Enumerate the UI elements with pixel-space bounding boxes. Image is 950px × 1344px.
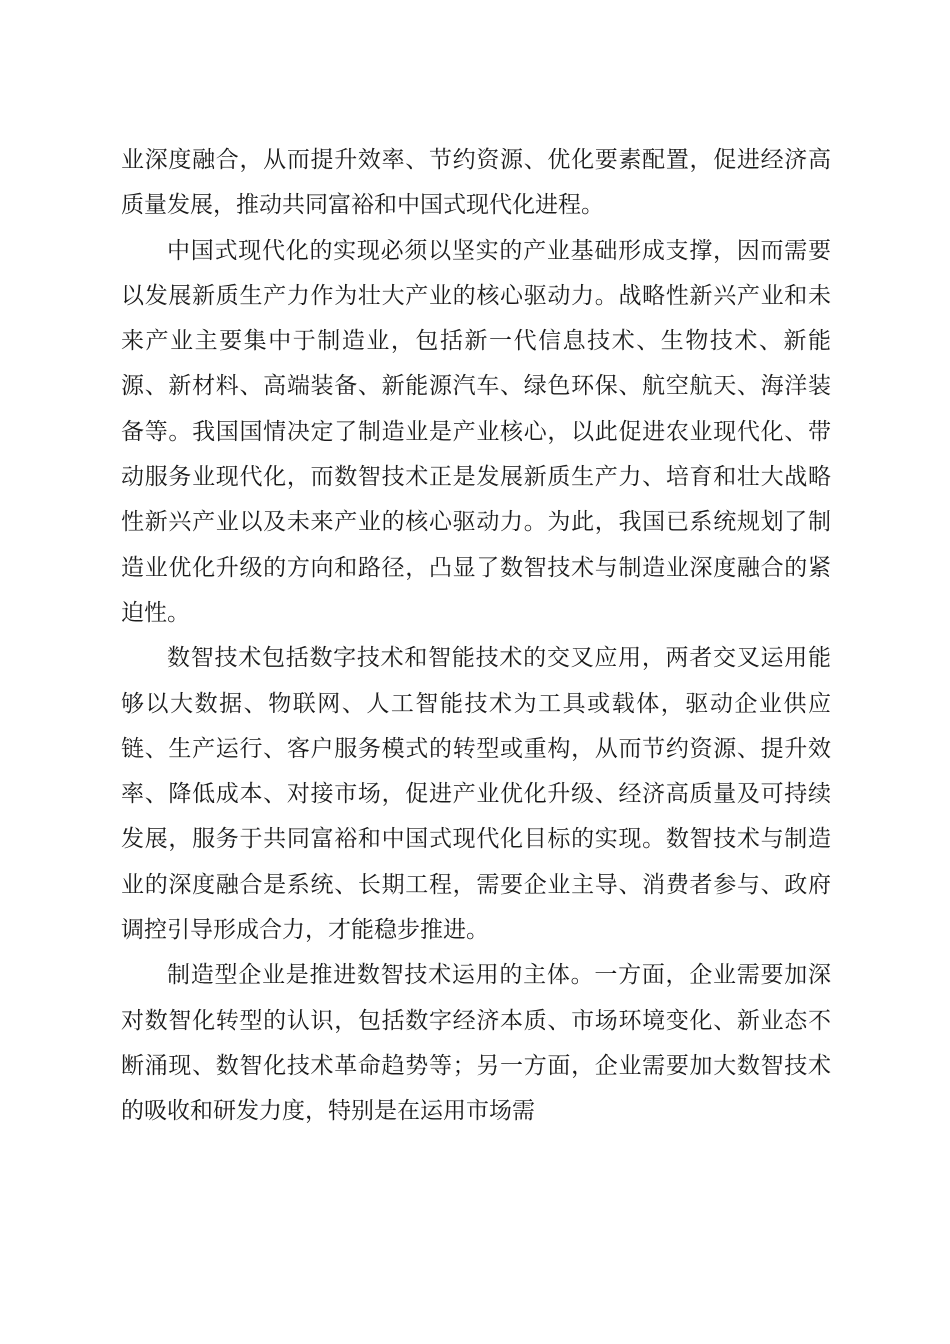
body-text xyxy=(121,138,831,1135)
paragraph-industrial-foundation: 中国式现代化的实现必须以坚实的产业基础形成支撑，因而需要以发展新质生产力作为壮大产业的核心驱动力。战略性新兴产业和未来产业主要集中于制造业，包括新一代信息技术、生物技术、新能源、新材料、高端装备、新能源汽车、绿色环保、航空航天、海洋装备等。我国国情决定了制造业是产业核心，以此促进农业现代化、带动服务业现代化，而数智技术正是发展新质生产力、培育和壮大战略性新兴产业以及未来产业的核心驱动力。为此，我国已系统规划了制造业优化升级的方向和路径，凸显了数智技术与制造业深度融合的紧迫性。 xyxy=(121,237,831,626)
paragraph-manufacturing-enterprises: 制造型企业是推进数智技术运用的主体。一方面，企业需要加深对数智化转型的认识，包括数字经济本质、市场环境变化、新业态不断涌现、数智化技术革命趋势等；另一方面，企业需要加大数智技术的吸收和研发力度，特别是在运用市场需 xyxy=(121,962,831,1125)
paragraph-continuation: 业深度融合，从而提升效率、节约资源、优化要素配置，促进经济高质量发展，推动共同富裕和中国式现代化进程。 xyxy=(121,147,831,219)
paragraph-digital-intelligence-technology: 数智技术包括数字技术和智能技术的交叉应用，两者交叉运用能够以大数据、物联网、人工智能技术为工具或载体，驱动企业供应链、生产运行、客户服务模式的转型或重构，从而节约资源、提升效率、降低成本、对接市场，促进产业优化升级、经济高质量及可持续发展，服务于共同富裕和中国式现代化目标的实现。数智技术与制造业的深度融合是系统、长期工程，需要企业主导、消费者参与、政府调控引导形成合力，才能稳步推进。 xyxy=(121,645,831,944)
